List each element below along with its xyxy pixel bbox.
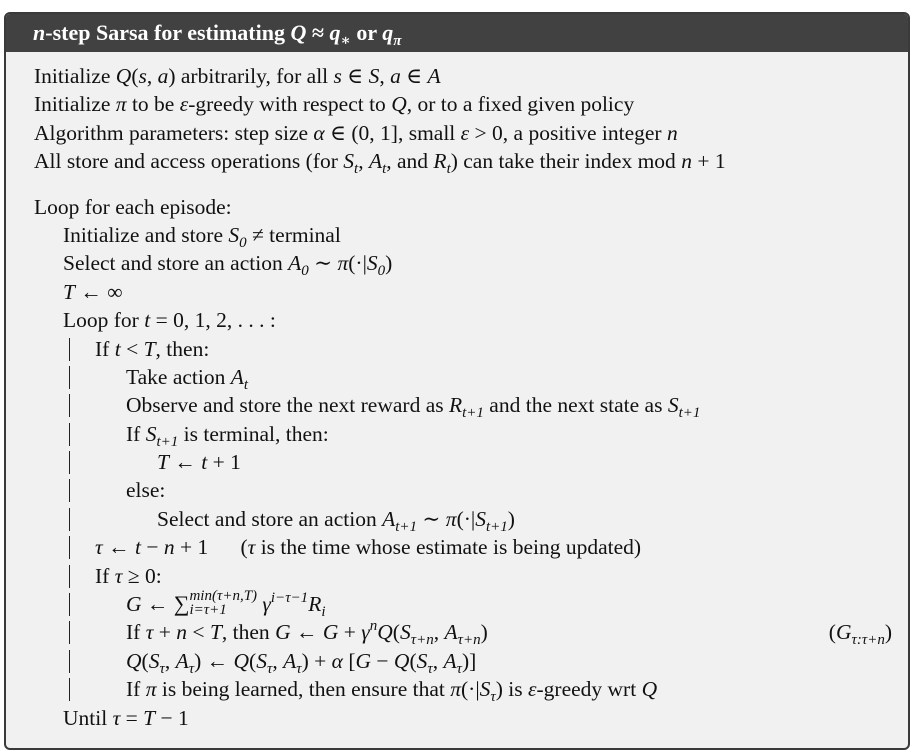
subscript: τ bbox=[266, 660, 273, 677]
text-segment: Initialize bbox=[34, 64, 116, 88]
subscript: 0 bbox=[239, 234, 247, 251]
math-symbol: t bbox=[134, 535, 141, 560]
math-symbol: n bbox=[33, 20, 46, 45]
loop-bar bbox=[69, 593, 70, 616]
math-symbol: s bbox=[138, 64, 147, 88]
math-symbol: Q bbox=[115, 64, 132, 88]
text-segment: ) bbox=[480, 620, 488, 645]
math-symbol: π bbox=[445, 506, 457, 531]
algorithm-title bbox=[6, 14, 908, 52]
spacer bbox=[6, 176, 908, 193]
algorithm-line bbox=[6, 533, 908, 561]
text-segment: ∈ bbox=[341, 64, 369, 88]
superscript: n bbox=[369, 618, 378, 635]
text-segment: − bbox=[371, 648, 394, 673]
text-segment: > 0, a positive integer bbox=[469, 120, 667, 145]
subscript: t+1 bbox=[462, 405, 484, 422]
algorithm-line bbox=[6, 562, 908, 590]
subscript: τ bbox=[427, 660, 433, 677]
math-symbol: Q bbox=[377, 620, 393, 645]
math-symbol: A bbox=[443, 648, 457, 673]
text-segment: + bbox=[338, 620, 362, 645]
math-symbol: Q bbox=[233, 648, 250, 673]
text-segment: ( bbox=[828, 620, 836, 645]
algorithm-line bbox=[6, 119, 908, 147]
text-segment: ∼ bbox=[308, 251, 338, 276]
subscript: t+1 bbox=[395, 518, 418, 535]
math-symbol: R bbox=[308, 592, 322, 617]
math-symbol: R bbox=[448, 393, 463, 418]
math-symbol: S bbox=[256, 648, 267, 673]
text-segment: ← bbox=[290, 620, 323, 645]
math-symbol: T bbox=[209, 620, 222, 645]
text-segment: -greedy wrt bbox=[536, 677, 642, 702]
math-symbol: T bbox=[63, 279, 75, 304]
math-symbol: A bbox=[444, 620, 458, 645]
algorithm-line bbox=[6, 278, 908, 306]
text-segment: , then bbox=[221, 620, 276, 645]
loop-bar bbox=[69, 479, 70, 502]
algorithm-box bbox=[4, 12, 910, 750]
loop-bar bbox=[69, 621, 70, 644]
math-symbol: q bbox=[382, 20, 394, 45]
math-symbol: π bbox=[337, 251, 349, 276]
text-segment: Observe and store the next reward as bbox=[126, 393, 449, 418]
text-segment: Algorithm parameters: step size bbox=[34, 120, 314, 145]
math-symbol: S bbox=[145, 421, 157, 446]
equation-label bbox=[828, 618, 892, 649]
math-symbol: G bbox=[275, 620, 291, 645]
subscript: t+1 bbox=[156, 433, 179, 450]
text-segment: or bbox=[350, 20, 383, 45]
math-symbol: n bbox=[163, 535, 175, 560]
text-segment: Initialize and store bbox=[63, 222, 229, 247]
algorithm-line bbox=[6, 391, 908, 422]
math-symbol: S bbox=[343, 149, 355, 174]
algorithm-line bbox=[6, 704, 908, 732]
math-symbol: S bbox=[416, 648, 428, 673]
math-symbol: π bbox=[450, 677, 462, 702]
text-segment: to be bbox=[126, 92, 180, 117]
text-segment: ) bbox=[385, 251, 393, 276]
text-segment: and the next state as bbox=[483, 393, 668, 418]
text-segment: , and bbox=[386, 149, 434, 174]
superscript: i−τ−1 bbox=[270, 590, 309, 607]
subscript: t+1 bbox=[485, 518, 508, 535]
sum-limits bbox=[189, 589, 257, 617]
math-symbol: τ bbox=[95, 535, 103, 560]
text-segment: ← ∞ bbox=[74, 279, 123, 304]
text-segment: (·| bbox=[348, 251, 367, 276]
text-segment: Until bbox=[63, 705, 113, 730]
math-symbol: t bbox=[144, 308, 151, 333]
loop-bar bbox=[69, 650, 70, 673]
subscript: τ bbox=[490, 689, 496, 706]
text-segment: If bbox=[126, 620, 146, 645]
subscript: t bbox=[243, 376, 249, 393]
loop-bar bbox=[69, 536, 70, 559]
math-symbol: γ bbox=[361, 620, 370, 645]
text-segment: ← bbox=[102, 535, 135, 560]
text-segment: , then: bbox=[155, 336, 210, 361]
text-segment: ) can take their index mod bbox=[450, 149, 682, 174]
math-symbol: S bbox=[148, 648, 160, 673]
math-symbol: A bbox=[368, 149, 383, 174]
text-segment: ≥ 0: bbox=[122, 563, 162, 588]
text-segment: ) arbitrarily, for all bbox=[168, 64, 334, 88]
text-segment: ) is bbox=[495, 677, 529, 702]
text-segment: ∑ bbox=[173, 591, 190, 617]
subscript: t+1 bbox=[678, 405, 701, 422]
text-segment: ) ← bbox=[194, 648, 234, 673]
text-segment: -greedy with respect to bbox=[188, 92, 392, 117]
math-symbol: n bbox=[681, 149, 692, 174]
text-segment: Loop for each episode: bbox=[34, 194, 232, 219]
subscript: τ bbox=[159, 660, 165, 677]
text-segment: ) + bbox=[301, 648, 332, 673]
text-segment: If bbox=[95, 336, 115, 361]
algorithm-line bbox=[6, 147, 908, 178]
text-segment: is being learned, then ensure that bbox=[156, 677, 451, 702]
text-segment: < bbox=[120, 336, 144, 361]
text-segment: Select and store an action bbox=[63, 251, 289, 276]
text-segment: = 0, 1, 2, . . . : bbox=[150, 308, 276, 333]
math-symbol: S bbox=[368, 64, 380, 88]
text-segment: If bbox=[126, 677, 146, 702]
math-symbol: A bbox=[230, 364, 244, 389]
subscript: τ bbox=[188, 660, 195, 677]
text-segment: ( bbox=[409, 648, 417, 673]
math-symbol: α bbox=[331, 648, 343, 673]
sum-upper-limit: min(τ+n,T) bbox=[189, 588, 258, 605]
text-segment: ( bbox=[392, 620, 400, 645]
text-segment: ← bbox=[141, 592, 174, 617]
math-symbol: q bbox=[329, 20, 341, 45]
subscript: ∗ bbox=[340, 33, 351, 49]
text-segment: , bbox=[272, 648, 284, 673]
loop-bar bbox=[69, 423, 70, 446]
text-segment: , bbox=[358, 149, 369, 174]
text-segment: Take action bbox=[126, 364, 231, 389]
text-segment: + 1 ( bbox=[174, 535, 248, 560]
text-segment: − bbox=[140, 535, 164, 560]
loop-bar bbox=[69, 508, 70, 531]
text-segment: else: bbox=[126, 478, 166, 503]
text-segment: [ bbox=[342, 648, 356, 673]
math-symbol: π bbox=[115, 92, 127, 117]
math-symbol: Q bbox=[393, 648, 410, 673]
subscript: t bbox=[354, 161, 359, 178]
text-segment: ( bbox=[249, 648, 257, 673]
text-segment: + 1 bbox=[691, 149, 726, 174]
subscript: τ bbox=[296, 660, 302, 677]
loop-bar bbox=[69, 366, 70, 389]
text-segment: ( bbox=[131, 64, 139, 88]
math-symbol: n bbox=[666, 120, 678, 145]
subscript: τ bbox=[456, 660, 463, 677]
math-symbol: a bbox=[157, 64, 169, 88]
math-symbol: T bbox=[143, 336, 156, 361]
text-segment: All store and access operations (for bbox=[34, 149, 344, 174]
text-segment: is the time whose estimate is being updated) bbox=[255, 535, 642, 560]
math-symbol: G bbox=[322, 620, 339, 645]
math-symbol: τ bbox=[145, 620, 154, 645]
math-symbol: ε bbox=[179, 92, 189, 117]
math-symbol: T bbox=[157, 450, 169, 475]
text-segment: ( bbox=[141, 648, 149, 673]
loop-bar bbox=[69, 451, 70, 474]
text-segment: ) bbox=[884, 620, 892, 645]
loop-bar bbox=[69, 565, 70, 588]
algorithm-line bbox=[6, 62, 908, 90]
text-segment: Initialize bbox=[34, 92, 116, 117]
text-segment: ← bbox=[168, 450, 202, 475]
math-symbol: Q bbox=[391, 92, 407, 117]
text-segment: , bbox=[379, 64, 391, 88]
subscript: t bbox=[382, 161, 387, 178]
text-segment: , bbox=[164, 648, 176, 673]
algorithm-body bbox=[6, 52, 908, 732]
loop-bar bbox=[69, 678, 70, 701]
algorithm-line bbox=[6, 647, 908, 675]
algorithm-line bbox=[6, 335, 908, 363]
text-segment: If bbox=[95, 563, 115, 588]
text-segment: + bbox=[153, 620, 177, 645]
math-symbol: t bbox=[201, 450, 208, 475]
algorithm-line bbox=[6, 476, 908, 504]
algorithm-line bbox=[6, 363, 908, 391]
text-segment: (·| bbox=[456, 506, 476, 531]
text-segment: ≠ terminal bbox=[246, 222, 341, 247]
algorithm-line bbox=[6, 618, 908, 649]
algorithm-line bbox=[6, 193, 908, 221]
math-symbol: A bbox=[175, 648, 189, 673]
algorithm-line bbox=[6, 420, 908, 448]
text-segment: ≈ bbox=[306, 20, 330, 45]
math-symbol: τ bbox=[114, 563, 123, 588]
math-symbol: R bbox=[433, 149, 447, 174]
subscript: 0 bbox=[377, 263, 386, 280]
math-symbol: τ bbox=[247, 535, 256, 560]
text-segment: ∈ (0, 1], small bbox=[324, 120, 461, 145]
text-segment: Loop for bbox=[63, 308, 145, 333]
math-symbol: Q bbox=[641, 677, 658, 702]
text-segment: = bbox=[120, 705, 144, 730]
math-symbol: G bbox=[835, 620, 852, 645]
loop-bar bbox=[69, 394, 70, 417]
subscript: t bbox=[446, 161, 451, 178]
text-segment: -step Sarsa for estimating bbox=[45, 20, 291, 45]
subscript: τ+n bbox=[457, 632, 481, 649]
math-symbol: G bbox=[355, 648, 372, 673]
subscript: 0 bbox=[301, 263, 309, 280]
text-segment: ∼ bbox=[417, 506, 446, 531]
math-symbol: S bbox=[399, 620, 411, 645]
text-segment: , bbox=[432, 648, 444, 673]
math-symbol: ε bbox=[460, 120, 470, 145]
algorithm-line bbox=[6, 306, 908, 334]
math-symbol: a bbox=[390, 64, 401, 88]
text-segment: (·| bbox=[461, 677, 480, 702]
math-symbol: t bbox=[114, 336, 121, 361]
math-symbol: A bbox=[427, 64, 441, 88]
math-symbol: T bbox=[143, 705, 156, 730]
math-symbol: S bbox=[475, 506, 486, 531]
text-segment: )] bbox=[462, 648, 477, 673]
math-symbol: S bbox=[366, 251, 378, 276]
math-symbol: s bbox=[333, 64, 342, 88]
text-segment: ) bbox=[507, 506, 515, 531]
math-symbol: A bbox=[382, 506, 396, 531]
algorithm-line bbox=[6, 221, 908, 249]
text-segment: Select and store an action bbox=[157, 506, 383, 531]
algorithm-line bbox=[6, 249, 908, 280]
algorithm-line bbox=[6, 448, 908, 476]
algorithm-line bbox=[6, 505, 908, 533]
subscript: i bbox=[321, 604, 326, 621]
subscript: τ:τ+n bbox=[851, 632, 885, 649]
math-symbol: S bbox=[228, 222, 240, 247]
algorithm-line bbox=[6, 90, 908, 118]
math-symbol: Q bbox=[290, 20, 307, 45]
math-symbol: τ bbox=[112, 705, 121, 730]
text-segment: − 1 bbox=[155, 705, 189, 730]
math-symbol: π bbox=[145, 677, 157, 702]
subscript: τ+n bbox=[410, 632, 434, 649]
text-segment: < bbox=[187, 620, 210, 645]
subscript: π bbox=[393, 33, 402, 49]
text-segment: If bbox=[126, 421, 146, 446]
text-segment: , bbox=[146, 64, 158, 88]
sum-lower-limit: i=τ+1 bbox=[189, 602, 227, 619]
math-symbol: A bbox=[288, 251, 302, 276]
text-segment: , or to a fixed given policy bbox=[406, 92, 635, 117]
math-symbol: ε bbox=[528, 677, 537, 702]
math-symbol: Q bbox=[126, 648, 142, 673]
math-symbol: n bbox=[176, 620, 188, 645]
math-symbol: S bbox=[667, 393, 679, 418]
text-segment: + 1 bbox=[207, 450, 241, 475]
text-segment: , bbox=[433, 620, 445, 645]
math-symbol: α bbox=[313, 120, 325, 145]
math-symbol: A bbox=[283, 648, 297, 673]
math-symbol: G bbox=[126, 592, 142, 617]
math-symbol: S bbox=[479, 677, 491, 702]
text-segment: ∈ bbox=[400, 64, 428, 88]
algorithm-line bbox=[6, 588, 908, 621]
math-symbol: γ bbox=[257, 592, 271, 617]
algorithm-line bbox=[6, 675, 908, 706]
loop-bar bbox=[69, 338, 70, 361]
text-segment: is terminal, then: bbox=[178, 421, 329, 446]
